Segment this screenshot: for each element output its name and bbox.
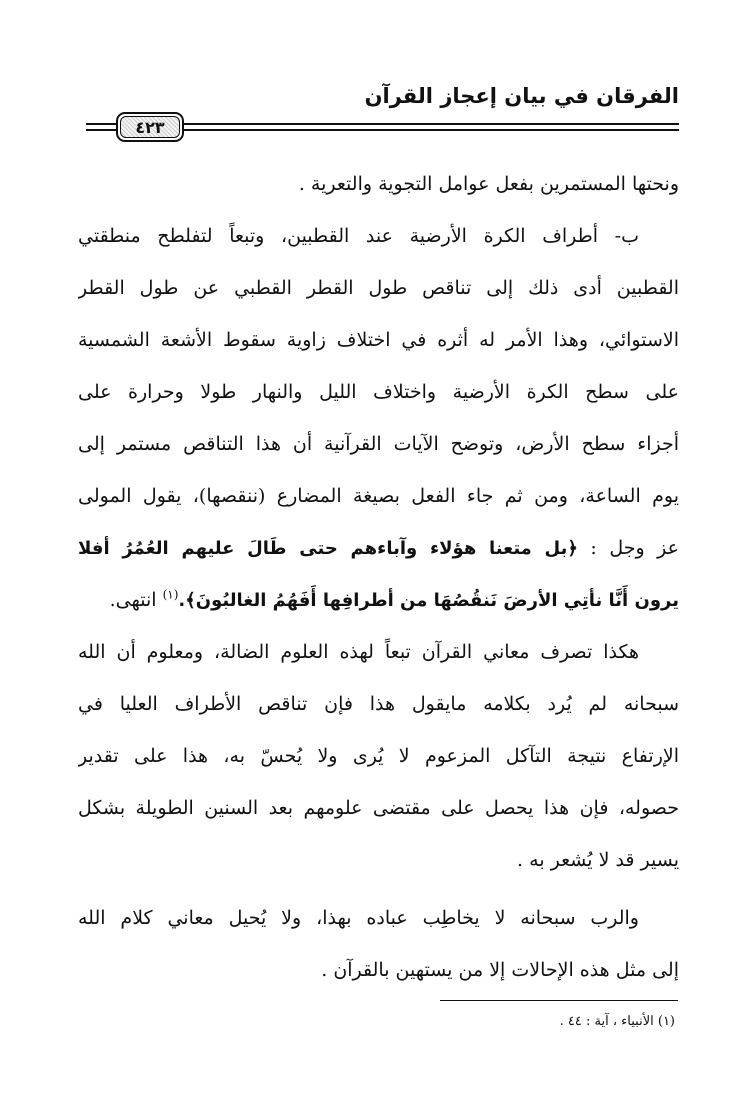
- quran-verse-part-1: ﴿بل متعنا هؤلاء وآباءهم حتى طَالَ عليهم العُمُرُ أفلا: [78, 538, 578, 559]
- footnote: (١) الأنبياء ، آية : ٤٤ .: [559, 1014, 675, 1029]
- main-text: [78, 158, 679, 996]
- text-line: سبحانه لم يُرد بكلامه مايقول هذا فإن تناقص الأطراف العليا في: [78, 693, 679, 715]
- text-line: حصوله، فإن هذا يحصل على مقتضى علومهم بعد السنين الطويلة بشكل: [78, 797, 679, 819]
- running-header-title: الفرقان في بيان إعجاز القرآن: [364, 84, 679, 108]
- text-line: ب- أطراف الكرة الأرضية عند القطبين، وتبعاً لتفلطح منطقتي: [78, 225, 639, 247]
- text-line: يوم الساعة، ومن ثم جاء الفعل بصيغة المضارع (ننقصها)، يقول المولى: [78, 485, 679, 507]
- verse-end-word: انتهى.: [109, 589, 163, 611]
- page-number-badge: [116, 112, 184, 142]
- text-line: والرب سبحانه لا يخاطِب عباده بهذا، ولا يُحيل معاني كلام الله: [78, 907, 639, 929]
- text-line: ونحتها المستمرين بفعل عوامل التجوية والتعرية .: [298, 173, 679, 195]
- text-line: هكذا تصرف معاني القرآن تبعاً لهذه العلوم الضالة، ومعلوم أن الله: [78, 641, 639, 663]
- page-number: ٤٢٣: [120, 116, 180, 138]
- verse-line-2: [78, 574, 679, 626]
- verse-intro: عز وجل :: [577, 537, 679, 559]
- text-line: يسير قد لا يُشعر به .: [517, 849, 679, 871]
- text-line: أجزاء سطح الأرض، وتوضح الآيات القرآنية أن هذا التناقص مستمر إلى: [78, 433, 679, 455]
- quran-verse-part-2: يرون أَنَّا نأتِي الأرضَ نَنقُصُهَا من أطرافِها أَفَهُمُ الغالبُونَ﴾.: [178, 590, 679, 611]
- text-line: الإرتفاع نتيجة التآكل المزعوم لا يُرى ولا يُحسّ به، هذا على تقدير: [78, 745, 679, 767]
- text-line: القطبين أدى ذلك إلى تناقص طول القطر القطبي عن طول القطر: [78, 277, 679, 299]
- verse-line-1: [78, 522, 679, 574]
- text-line: على سطح الكرة الأرضية واختلاف الليل والنهار طولا وحرارة على: [78, 381, 679, 403]
- text-line: الاستوائي، وهذا الأمر له أثره في اختلاف زاوية سقوط الأشعة الشمسية: [78, 329, 679, 351]
- text-line: إلى مثل هذه الإحالات إلا من يستهين بالقرآن .: [321, 959, 679, 981]
- footnote-reference: (١): [162, 587, 179, 602]
- footnote-separator: [440, 1000, 678, 1001]
